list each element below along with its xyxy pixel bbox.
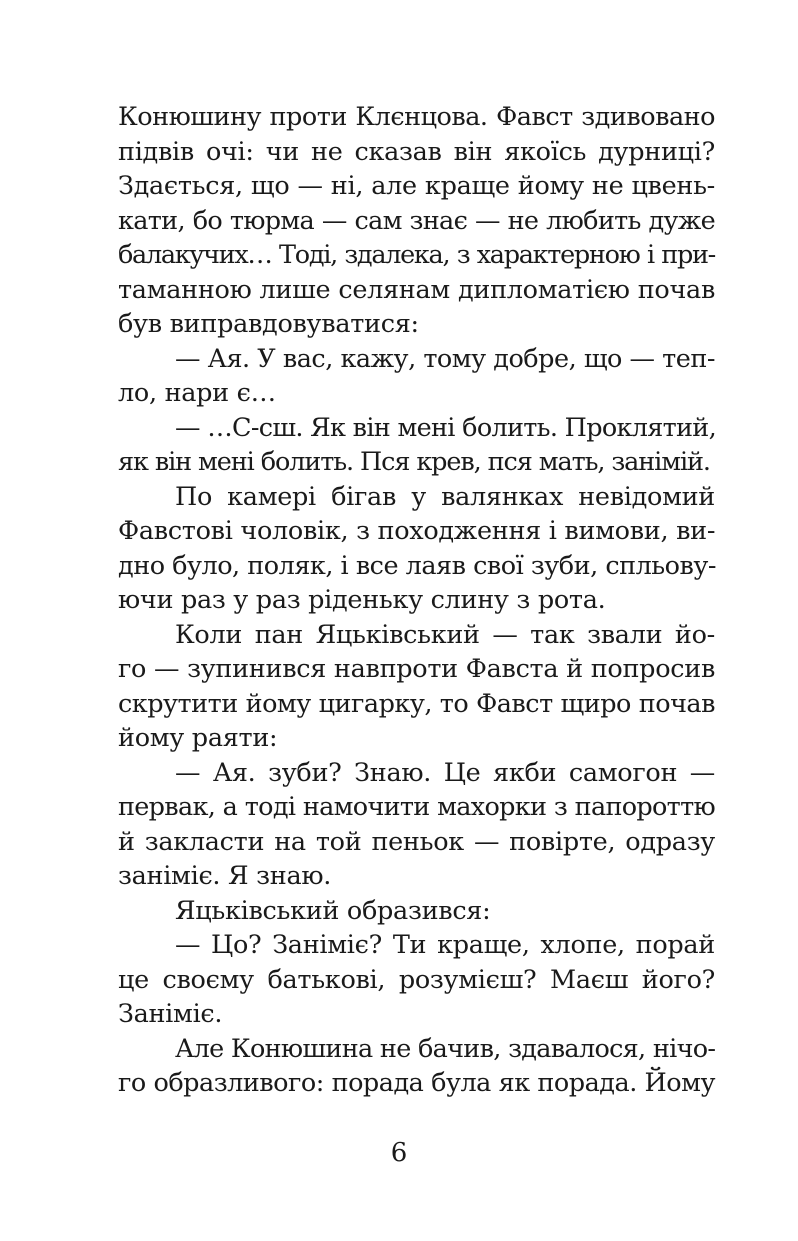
text-line: — Цо? Заніміє? Ти краще, хлопе, порай [175,930,715,960]
text-line: — …С-сш. Як він мені болить. Проклятий, [175,412,717,443]
text-line: го образливого: порада була як порада. Йому [118,1068,715,1098]
text-line: балакучих… Тоді, здалека, з характерною і при- [118,240,715,270]
text-line: це своєму батькові, розумієш? Маєш його? [118,964,715,995]
text-line: кати, бо тюрма — сам знає — не любить дуже [118,205,715,236]
text-line: Але Конюшина не бачив, здавалося, нічо- [175,1033,716,1064]
text-line: По камері бігав у валянках невідомий [175,481,715,512]
text-line: го — зупинився навпроти Фавста й попросив [118,654,715,684]
text-line: Фавстові чоловік, з походження і вимови, ви- [118,516,716,546]
text-line: Яцьківський образився: [175,895,491,926]
text-line: первак, а тоді намочити махорки з папороттю [118,792,715,822]
text-line: — Ая. зуби? Знаю. Це якби самогон — [175,757,715,788]
page-body [118,100,715,1101]
text-line: таманною лише селянам дипломатією почав [118,274,715,305]
text-line: був виправдовуватися: [118,309,419,339]
text-line: — Ая. У вас, кажу, тому добре, що — теп- [175,343,715,374]
text-line: йому раяти: [118,723,278,753]
text-line: Конюшину проти Клєнцова. Фавст здивовано [118,102,715,132]
text-line: Заніміє. [118,999,223,1029]
text-line: й закласти на той пеньок — повірте, одразу [118,826,715,857]
page-number: 6 [390,1138,408,1168]
text-line: заніміє. Я знаю. [118,861,332,891]
text-line: Коли пан Яцьківський — так звали йо- [175,619,715,650]
text-line: дно було, поляк, і все лаяв свої зуби, спльову- [118,550,717,581]
text-line: ло, нари є… [118,378,276,408]
text-line: ючи раз у раз ріденьку слину з рота. [118,585,606,615]
text-line: Здається, що — ні, але краще йому не цвень- [118,171,715,201]
text-line: скрутити йому цигарку, то Фавст щиро почав [118,688,715,719]
text-line: як він мені болить. Пся крев, пся мать, занімій. [118,447,710,477]
text-line: підвів очі: чи не сказав він якоїсь дурниці? [118,136,715,167]
